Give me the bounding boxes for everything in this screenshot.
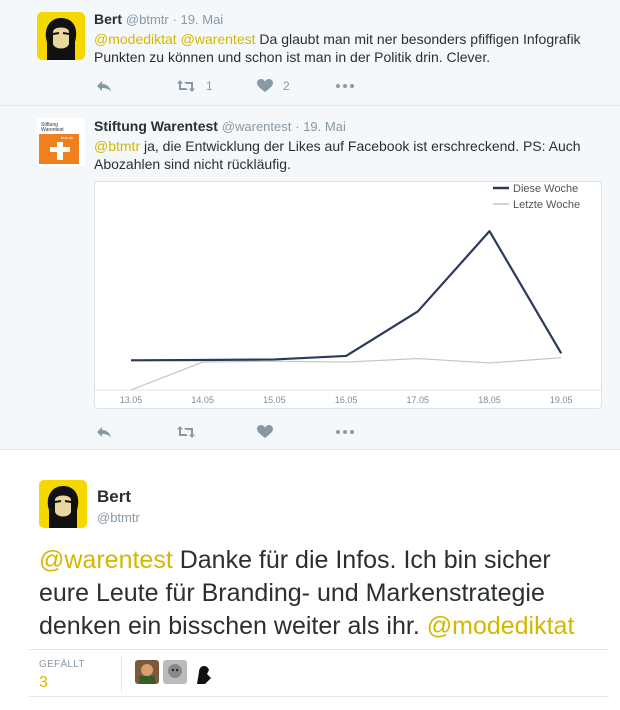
reply-button[interactable]: [96, 422, 112, 442]
mention-link[interactable]: @btmtr: [94, 138, 141, 154]
author-handle[interactable]: @warentest: [221, 119, 292, 134]
retweet-count: 1: [206, 79, 213, 93]
author-handle[interactable]: @btmtr: [97, 510, 140, 525]
x-tick-label: 17.05: [406, 395, 430, 405]
more-icon: [336, 84, 354, 88]
tweet-actions: [94, 422, 394, 442]
likes-count[interactable]: 3: [39, 674, 48, 691]
series-lines: [131, 231, 561, 390]
more-button[interactable]: [336, 76, 354, 96]
logo-text: test.de: [61, 135, 74, 140]
retweet-icon: [176, 79, 196, 93]
heart-icon: [257, 79, 273, 93]
mention-link[interactable]: @modediktat: [94, 31, 177, 47]
more-icon: [336, 430, 354, 434]
legend-label-last-week: Letzte Woche: [513, 199, 581, 211]
retweet-icon: [176, 425, 196, 439]
tweet-text: [94, 30, 604, 66]
tweet-date[interactable]: · 19. Mai: [295, 119, 346, 134]
tweet-warentest: [0, 106, 620, 450]
series-line: [131, 231, 561, 360]
warentest-avatar[interactable]: [37, 118, 85, 166]
tweet-date[interactable]: · 19. Mai: [172, 12, 224, 27]
author-name[interactable]: Bert: [94, 11, 123, 27]
tweet-stats: [29, 649, 609, 697]
x-tick-label: 19.05: [549, 395, 573, 405]
stats-divider: [121, 656, 122, 692]
liker-avatar[interactable]: [135, 660, 159, 684]
mention-link[interactable]: @warentest: [180, 31, 256, 47]
reply-button[interactable]: [96, 76, 112, 96]
author-handle[interactable]: @btmtr: [125, 12, 169, 27]
x-tick-label: 15.05: [263, 395, 286, 405]
reply-icon: [96, 79, 112, 93]
reply-icon: [96, 425, 112, 439]
main-tweet: [0, 450, 620, 710]
tweet-text: [94, 137, 604, 173]
logo-text: Stiftung: [41, 122, 58, 128]
liker-avatar[interactable]: [163, 660, 187, 684]
heart-icon: [257, 425, 273, 439]
mention-link[interactable]: @modediktat: [426, 612, 575, 640]
x-tick-label: 18.05: [478, 395, 501, 405]
mention-link[interactable]: @warentest: [39, 546, 173, 574]
line-chart: [95, 182, 601, 408]
x-tick-label: 13.05: [119, 395, 143, 405]
like-button[interactable]: [257, 76, 290, 96]
x-tick-label: 14.05: [191, 395, 214, 405]
more-button[interactable]: [336, 422, 354, 442]
chart-legend: [493, 183, 580, 211]
x-tick-labels: [120, 395, 573, 405]
series-line: [131, 358, 561, 390]
bert-avatar[interactable]: [39, 480, 87, 528]
author-name[interactable]: Bert: [97, 487, 132, 506]
tweet-body: Danke für die Infos. Ich bin sicher eure Leute für Branding- und Markenstrategie denken ein bisschen weiter als ihr.: [39, 546, 551, 640]
like-count: 2: [283, 79, 290, 93]
main-tweet-text: [39, 544, 599, 643]
legend-label-this-week: Diese Woche: [513, 183, 579, 195]
liker-avatar[interactable]: [191, 660, 215, 684]
x-tick-label: 16.05: [334, 395, 358, 405]
tweet-header: [94, 11, 223, 27]
tweet-body: ja, die Entwicklung der Likes auf Facebook ist erschreckend. PS: Auch Abozahlen sind nicht rückläufig.: [94, 138, 581, 172]
likes-label: GEFÄLLT: [39, 659, 85, 670]
bert-avatar[interactable]: [37, 12, 85, 60]
author-name[interactable]: Stiftung Warentest: [94, 118, 218, 134]
tweet-body: Da glaubt man mit ner besonders pfiffigen Infografik Punkten zu können und schon ist man in der Politik drin. Clever.: [94, 31, 581, 65]
retweet-button[interactable]: [176, 422, 196, 442]
attached-chart-image[interactable]: [94, 181, 602, 409]
logo-text: Warentest: [41, 127, 64, 133]
retweet-button[interactable]: [176, 76, 213, 96]
tweet-bert-reply: [0, 0, 620, 106]
tweet-actions: [94, 76, 394, 96]
tweet-header: [94, 118, 346, 134]
like-button[interactable]: [257, 422, 273, 442]
